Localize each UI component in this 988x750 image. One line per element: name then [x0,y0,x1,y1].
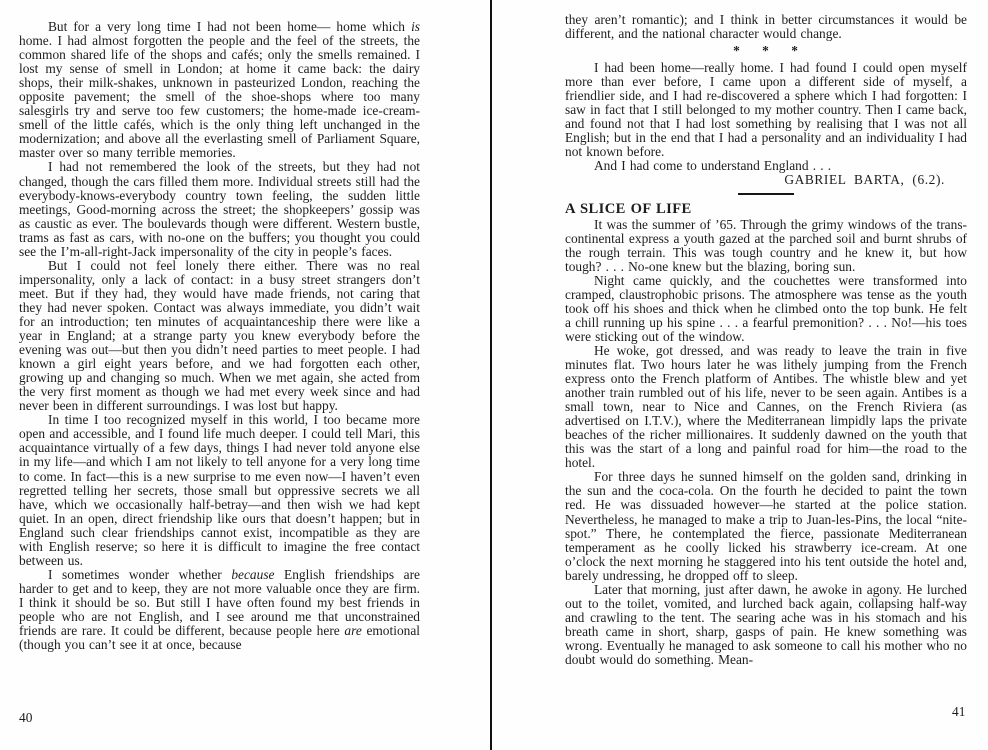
italic-text-segment: is [411,19,420,34]
text-segment: He woke, got dressed, and was ready to leave the train in five minutes flat. Two hours later he was lithely jumping from the French express onto the French platform of Antibes. The whistle blew and yet another train rumbled out of his life, never to be seen again. Antibes is a small town, near to Nice and Cannes, on the French Riviera (as advertised on I.T.V.), where the Mediterranean limpidly laps the private beaches of the richer millionaires. It suddenly dawned on the youth that this was the start of a long and painful road for him—the road to the hotel. [565,342,967,471]
paragraph [565,470,967,582]
text-segment: Night came quickly, and the couchettes were transformed into cramped, claustrophobic prisons. The atmosphere was tense as the youth took off his shoes and thick when he climbed onto the top bunk. He felt a chill running up his spine . . . a fearful premonition? . . . No!—his toes were sticking out of the window. [565,272,967,344]
page-number-left: 40 [19,710,33,725]
italic-text-segment: are [344,623,362,639]
paragraph [565,344,967,470]
text-segment: It was the summer of ’65. Through the grimy windows of the trans-continental express a youth gazed at the parched soil and burnt shrubs of the rough terrain. This was tough country and he knew it, but how tough? . . . No-one knew but the blazing, boring sun. [565,216,967,274]
paragraph [19,259,420,414]
text-segment: I had not remembered the look of the streets, but they had not changed, though the cars filled them more. Individual streets still had the everybody-knows-everybody country town feeling, the sudden little meetings, Good-morning across the street; the shopkeepers’ gossip was as caustic as ever. The boulevards though were different. Western bustle, trams as fast as cars, with no-one on the buffers; you thought you could see the I’m-all-right-Jack impersonality of the city in people’s faces. [19,159,420,259]
text-segment: they aren’t romantic); and I think in better circumstances it would be different, and the national character would change. [565,12,967,42]
page-divider [490,0,492,750]
paragraph [565,218,967,274]
paragraph [565,13,967,41]
text-segment: But for a very long time I had not been home— home which [48,19,412,34]
section-rule [738,193,794,195]
text-segment: Later that morning, just after dawn, he awoke in agony. He lurched out to the toilet, vomited, and lurched back again, collapsing half-way and crawling to the tent. The searing ache was in his stomach and his breath came in short, sharp, gasps of pain. He knew something was wrong. Eventually he managed to ask someone to call his mother who no doubt would do something. Mean- [565,581,967,667]
paragraph [19,20,420,160]
author-signature: GABRIEL BARTA, (6.2). [784,172,945,188]
text-segment: I had been home—really home. I had found I could open myself more than ever before, I came upon a different side of myself, a friendlier side, and I had re-discovered a sphere which I had forgotten: I saw in fact that I still belonged to my mother country. Then I came back, and found not that I had lost something by realising that I was not all English; but in the end that I had a personality and an individuality I had not known before. [565,60,967,160]
text-segment: home. I had almost forgotten the people and the feel of the streets, the common shared life of the shops and cafés; only the smells remained. I lost my sense of smell in London; at home it came back: the dairy shops, their milk-shakes, unknown in pasteurized London, reaching the opposite pavement; the smell of the shoe-shops where too many salesgirls try and serve too few customers; the home-made ice-cream-smell of the little cafés, which is the only thing left unchanged in the modernization; and above all the everlasting smell of Parliament Square, master over so many terrible memories. [19,33,420,161]
text-segment: And I had come to understand England . . . [594,158,832,174]
left-page [19,20,420,652]
text-segment: For three days he sunned himself on the golden sand, drinking in the sun and the coca-cola. On the fourth he decided to paint the town red. He was dissuaded however—he started at the police station. Nevertheless, he managed to make a trip to Juan-les-Pins, the local “nite-spot.” There, he contemplated the fierce, passionate Mediterranean temperament as he coolly licked his strawberry ice-cream. At one o’clock the next morning he staggered into his tent outside the hotel and, barely undressing, he dropped off to sleep. [565,469,967,583]
paragraph [565,274,967,344]
paragraph [565,159,967,173]
page-number-right: 41 [952,704,966,719]
text-segment: emotional (though you can’t see it at once, because [19,623,420,653]
italic-text-segment: because [231,566,275,582]
section-heading: A SLICE OF LIFE [565,200,692,217]
text-segment: I sometimes wonder whether [48,566,232,582]
paragraph [565,583,967,667]
paragraph [565,61,967,159]
asterisk-separator: * * * [733,43,799,59]
paragraph [19,413,420,568]
text-segment: But I could not feel lonely there either. There was no real impersonality, only a lack of contact: in a busy street strangers don’t meet. But if they had, they would have made friends, not caring that they had never spoken. Contact was always immediate, you didn’t wait for an introduction; ten minutes of acquaintanceship there were like a year in England; at a strange party you knew everybody before the evening was out—but then you didn’t need parties to meet people. I had known a girl eight years before, and we had forgotten each other, growing up and changing so much. When we met again, she acted from the very first moment as though we had met every week since and had never been in different surroundings. I was lost but happy. [19,257,420,414]
right-page [565,13,967,667]
text-segment: English friendships are harder to get and to keep, they are not more valuable once they are firm. I think it should be so. But still I have often found my best friends in people who are not English, and I see around me that unconstrained friends are rare. It could be different, because people here [19,566,420,639]
paragraph [19,160,420,258]
text-segment: In time I too recognized myself in this world, I too became more open and accessible, and I found life much deeper. I could tell Mari, this acquaintance virtually of a few days, things I had never told anyone else in my life—and which I am not likely to tell anyone for a very long time to come. In fact—this is a new surprise to me even now—I haven’t even regretted telling her secrets, those small but oppressive secrets we all have, which we occasionally half-betray—and then wish we had kept quiet. In an open, direct friendship like ours that doesn’t happen; but in England such clear friendships cannot exist, incompatible as they are with English reserve; so here it is difficult to imagine the free contact between us. [19,412,420,568]
paragraph [19,568,420,652]
